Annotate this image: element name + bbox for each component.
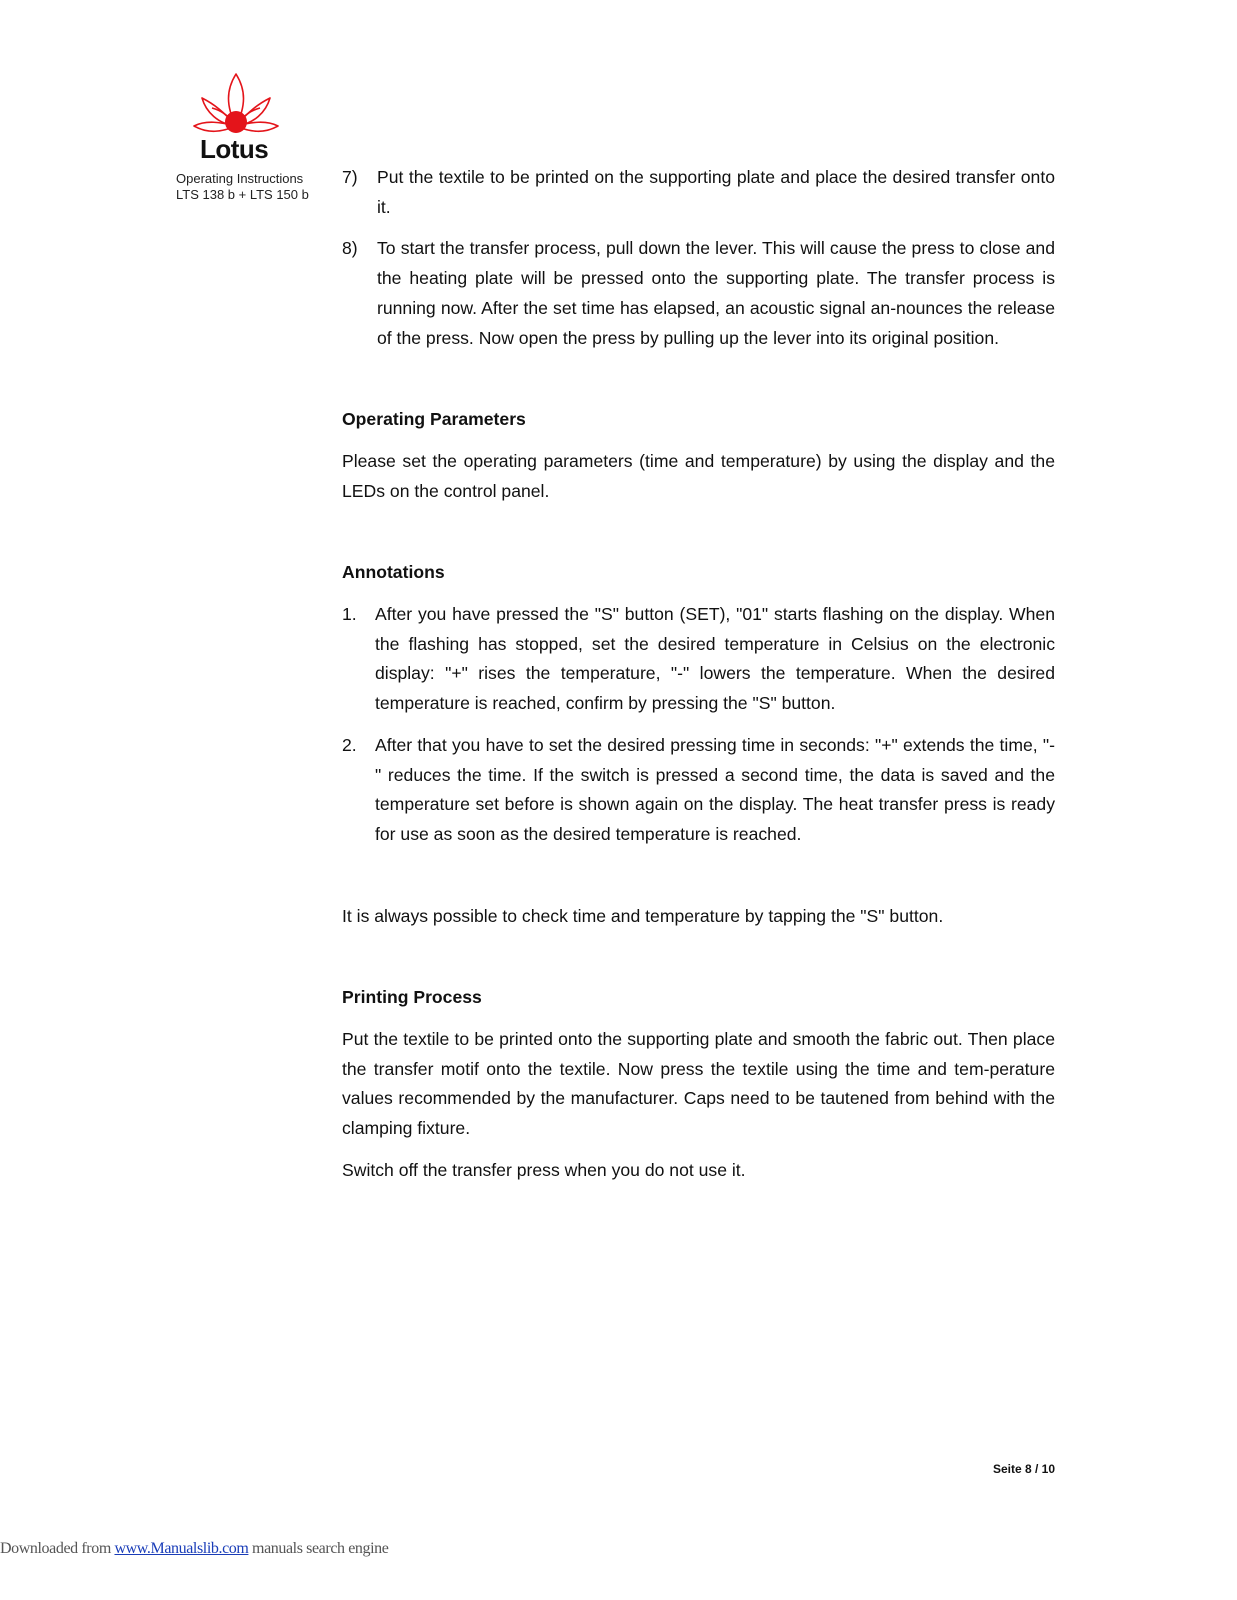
annotation-text: After you have pressed the "S" button (SET), "01" starts flashing on the display. When the flashing has stopped, set the desired temperature in Celsius on the electronic display: "+" rises the temperature, "-" lowers the temperature. When the desired temperature is reached, confirm by pressing the "S" button. <box>375 604 1055 714</box>
main-content <box>342 163 1055 1186</box>
annotation-number: 2. <box>342 734 357 755</box>
printing-process-text: Put the textile to be printed onto the supporting plate and smooth the fabric out. Then place the transfer motif onto the textile. Now press the textile using the time and tem-perature values recommended by the manufacturer. Caps need to be tautened from behind with the clamping fixture. <box>342 1029 1055 1139</box>
step-text: To start the transfer process, pull down the lever. This will cause the press to close and the heating plate will be pressed onto the supporting plate. The transfer process is running now. After the set time has elapsed, an acoustic signal an-nounces the release of the press. Now open the press by pulling up the lever into its original position. <box>377 238 1055 348</box>
step-item <box>342 163 1055 222</box>
model-numbers: LTS 138 b + LTS 150 b <box>176 187 309 202</box>
lotus-logo-icon <box>190 72 286 142</box>
footer-suffix: manuals search engine <box>248 1540 389 1557</box>
manualslib-link[interactable]: www.Manualslib.com <box>114 1540 249 1557</box>
annotation-number: 1. <box>342 604 357 625</box>
section-heading-operating-parameters: Operating Parameters <box>342 409 526 430</box>
annotation-item <box>342 731 1055 850</box>
operating-parameters-text: Please set the operating parameters (time and temperature) by using the display and the LEDs on the control panel. <box>342 450 1055 501</box>
page-number: Seite 8 / 10 <box>992 1462 1055 1476</box>
check-note: It is always possible to check time and temperature by tapping the "S" button. <box>342 905 944 926</box>
step-number: 7) <box>342 167 358 187</box>
logo-wordmark: Lotus <box>200 134 269 164</box>
download-footer <box>0 1540 600 1558</box>
step-item <box>342 234 1055 353</box>
step-text: Put the textile to be printed on the supporting plate and place the desired transfer onto it. <box>377 167 1055 217</box>
footer-prefix: Downloaded from <box>0 1540 115 1557</box>
section-heading-annotations: Annotations <box>342 562 445 583</box>
document-title: Operating Instructions <box>176 171 304 186</box>
annotation-text: After that you have to set the desired pressing time in seconds: "+" extends the time, "-" reduces the time. If the switch is pressed a second time, the data is saved and the temperature set before is shown again on the display. The heat transfer press is ready for use as soon as the desired temperature is reached. <box>375 734 1055 844</box>
switch-off-note: Switch off the transfer press when you do not use it. <box>342 1159 746 1180</box>
section-heading-printing-process: Printing Process <box>342 987 482 1008</box>
step-number: 8) <box>342 238 358 259</box>
annotation-item <box>342 600 1055 719</box>
document-info <box>176 171 326 203</box>
